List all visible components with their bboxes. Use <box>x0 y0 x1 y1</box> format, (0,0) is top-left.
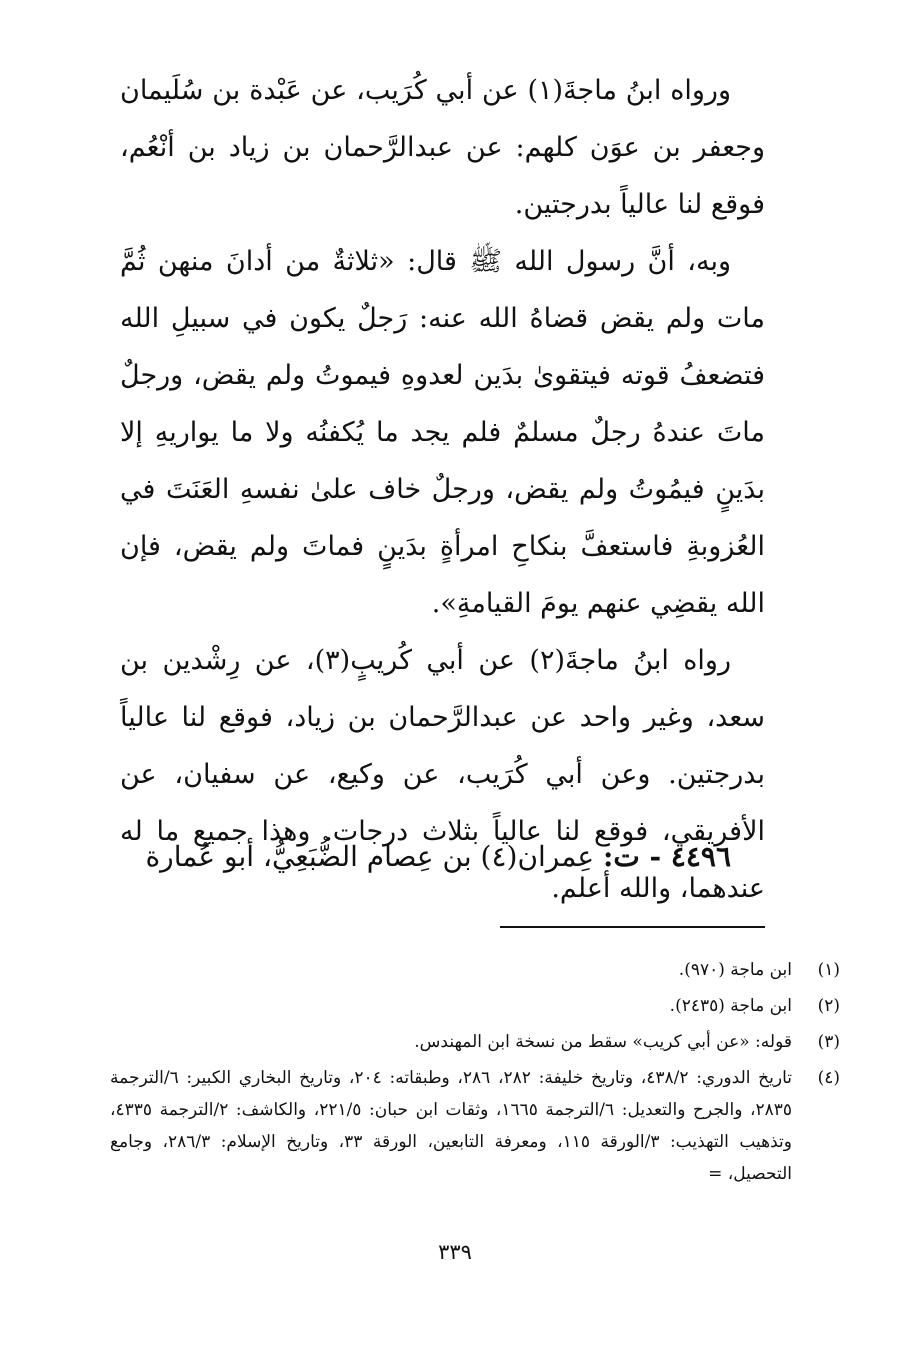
footnote <box>110 1026 840 1058</box>
footnote-text: ابن ماجة (٩٧٠). <box>678 960 792 980</box>
footnote-text: تاريخ الدوري: ٤٣٨/٢، وتاريخ خليفة: ٢٨٢، ٢٨٦، وطبقاته: ٢٠٤، وتاريخ البخاري الكبير: ٦/الترجمة ٢٨٣٥، والجرح والتعديل: ٦/الترجمة ١٦٦٥، وثقات ابن حبان: ٢٢١/٥، والكاشف: ٢/الترجمة ٤٣٣٥، وتذهيب التهذيب: ٣/الورقة ١١٥، ومعرفة التابعين، الورقة ٣٣، وتاريخ الإسلام: ٢٨٦/٣، وجامع التحصيل، = <box>110 1068 792 1184</box>
main-text <box>120 62 765 917</box>
footnote-number: (٢) <box>817 996 840 1016</box>
footnote <box>110 954 840 986</box>
paragraph-2: وبه، أنَّ رسول الله ﷺ قال: «ثلاثةٌ من أدانَ منهن ثُمَّ مات ولم يقض قضاهُ الله عنه: رَجلٌ يكون في سبيلِ الله فتضعفُ قوته فيتقوىٰ بدَين لعدوهِ فيموتُ ولم يقض، ورجلٌ ماتَ عندهُ رجلٌ مسلمٌ فلم يجد ما يُكفنُه ولا ما يواريهِ إلا بدَينٍ فيمُوتُ ولم يقض، ورجلٌ خاف علىٰ نفسهِ العَنَتَ في العُزوبةِ فاستعفَّ بنكاحِ امرأةٍ بدَينٍ فماتَ ولم يقض، فإن الله يقضِي عنهم يومَ القيامةِ». <box>120 246 765 619</box>
footnotes <box>110 954 840 1194</box>
entry-text: عِمران(٤) بن عِصام الضُّبَعِيُّ، أبو عُمارة <box>145 840 595 873</box>
paragraph-3: رواه ابنُ ماجةَ(٢) عن أبي كُريبٍ(٣)، عن رِشْدين بن سعد، وغير واحد عن عبدالرَّحمان بن زياد، فوقع لنا عالياً بدرجتين. وعن أبي كُرَيب، عن وكيع، عن سفيان، عن الأفريقي، فوقع لنا عالياً بثلاث درجات. وهذا جميع ما له عندهما، والله أعلم. <box>120 645 765 904</box>
footnote-number: (٣) <box>817 1032 840 1052</box>
footnote-divider <box>500 926 765 928</box>
footnote-text: ابن ماجة (٢٤٣٥). <box>669 996 792 1016</box>
paragraph-1: ورواه ابنُ ماجةَ(١) عن أبي كُرَيب، عن عَبْدة بن سُلَيمان وجعفر بن عوَن كلهم: عن عبدالرَّحمان بن زياد بن أنْعُم، فوقع لنا عالياً بدرجتين. <box>120 75 765 220</box>
entry-number: ٤٤٩٦ - ت: <box>603 840 731 873</box>
entry-heading <box>120 828 765 885</box>
footnote-text: قوله: «عن أبي كريب» سقط من نسخة ابن المهندس. <box>414 1032 792 1052</box>
footnote <box>110 1062 840 1190</box>
page-number: ٣٣٩ <box>438 1240 472 1264</box>
footnote <box>110 990 840 1022</box>
footnote-number: (١) <box>817 960 840 980</box>
footnote-number: (٤) <box>817 1068 840 1088</box>
